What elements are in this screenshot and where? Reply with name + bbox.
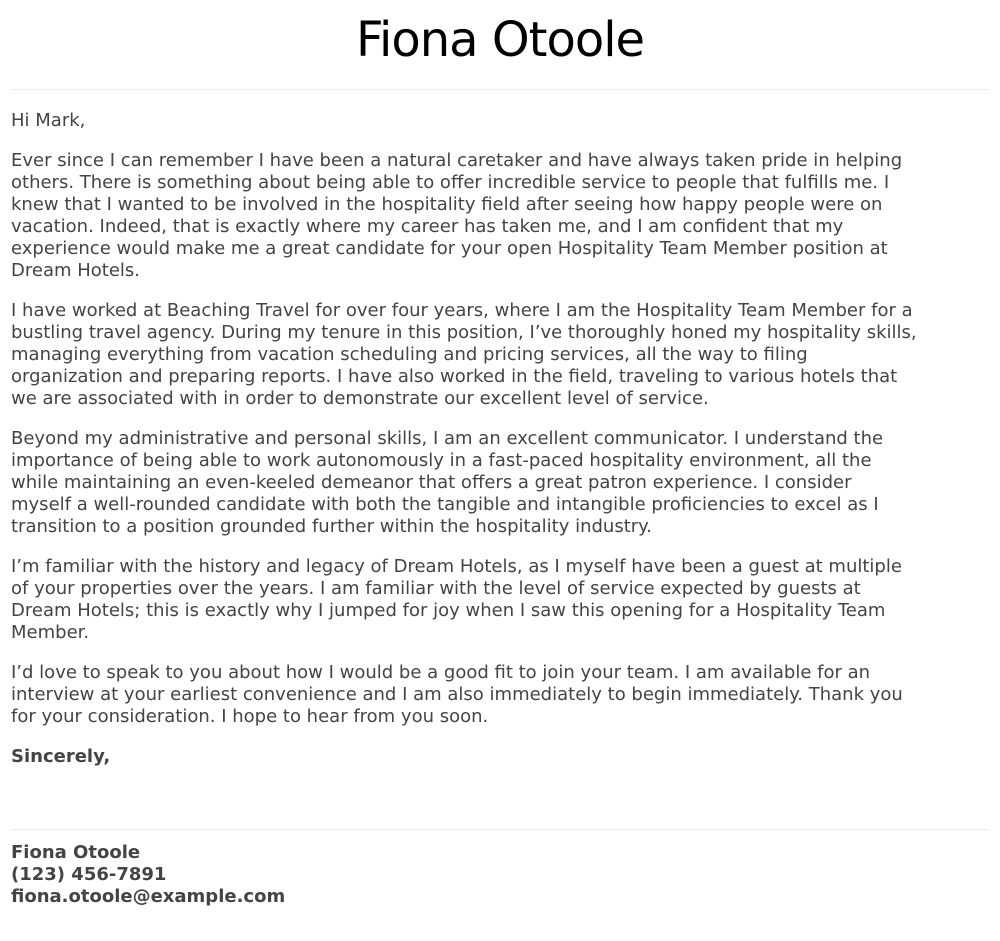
- letter-paragraph: [11, 150, 989, 282]
- paragraph-line: others. There is something about being able to offer incredible service to people that fulfills me. I: [11, 172, 890, 193]
- paragraph-line: I have worked at Beaching Travel for over four years, where I am the Hospitality Team Member for a: [11, 300, 913, 321]
- paragraph-line: I’d love to speak to you about how I would be a good fit to join your team. I am available for an: [11, 662, 871, 683]
- letter-paragraph: [11, 556, 989, 644]
- signature-email: fiona.otoole@example.com: [11, 886, 286, 907]
- paragraph-line: of your properties over the years. I am familiar with the level of service expected by guests at: [11, 578, 861, 599]
- divider: [11, 89, 989, 90]
- page-title: Fiona Otoole: [355, 12, 645, 68]
- paragraph-line: bustling travel agency. During my tenure in this position, I’ve thoroughly honed my hospitality skills,: [11, 322, 917, 343]
- letter-paragraph: [11, 662, 989, 728]
- paragraph-line: while maintaining an even-keeled demeanor that offers a great patron experience. I consider: [11, 472, 852, 493]
- greeting: Hi Mark,: [11, 110, 86, 131]
- letter-body: [0, 110, 1000, 768]
- paragraph-line: vacation. Indeed, that is exactly where my career has taken me, and I am confident that my: [11, 216, 844, 237]
- letter-paragraph: [11, 428, 989, 538]
- paragraph-line: transition to a position grounded further within the hospitality industry.: [11, 516, 652, 537]
- closing: Sincerely,: [11, 746, 111, 767]
- paragraph-line: for your consideration. I hope to hear from you soon.: [11, 706, 489, 727]
- paragraph-line: Member.: [11, 622, 90, 643]
- paragraph-line: experience would make me a great candidate for your open Hospitality Team Member position at: [11, 238, 888, 259]
- paragraph-line: Dream Hotels.: [11, 260, 141, 281]
- paragraph-line: importance of being able to work autonomously in a fast-paced hospitality environment, all the: [11, 450, 872, 471]
- paragraph-line: Dream Hotels; this is exactly why I jumped for joy when I saw this opening for a Hospitality Team: [11, 600, 886, 621]
- paragraph-line: Beyond my administrative and personal skills, I am an excellent communicator. I understand the: [11, 428, 884, 449]
- paragraph-line: we are associated with in order to demonstrate our excellent level of service.: [11, 388, 709, 409]
- paragraph-line: knew that I wanted to be involved in the hospitality field after seeing how happy people were on: [11, 194, 883, 215]
- paragraph-line: interview at your earliest convenience and I am also immediately to begin immediately. Thank you: [11, 684, 903, 705]
- paragraph-line: Ever since I can remember I have been a natural caretaker and have always taken pride in helping: [11, 150, 903, 171]
- paragraph-line: organization and preparing reports. I have also worked in the field, traveling to various hotels that: [11, 366, 898, 387]
- signature-phone: (123) 456-7891: [11, 864, 167, 885]
- paragraph-line: I’m familiar with the history and legacy of Dream Hotels, as I myself have been a guest at multiple: [11, 556, 902, 577]
- paragraph-line: myself a well-rounded candidate with both the tangible and intangible proficiencies to excel as I: [11, 494, 879, 515]
- signature-block: [0, 830, 1000, 908]
- paragraph-line: managing everything from vacation scheduling and pricing services, all the way to filing: [11, 344, 808, 365]
- signature-name: Fiona Otoole: [11, 842, 141, 863]
- letter-paragraph: [11, 300, 989, 410]
